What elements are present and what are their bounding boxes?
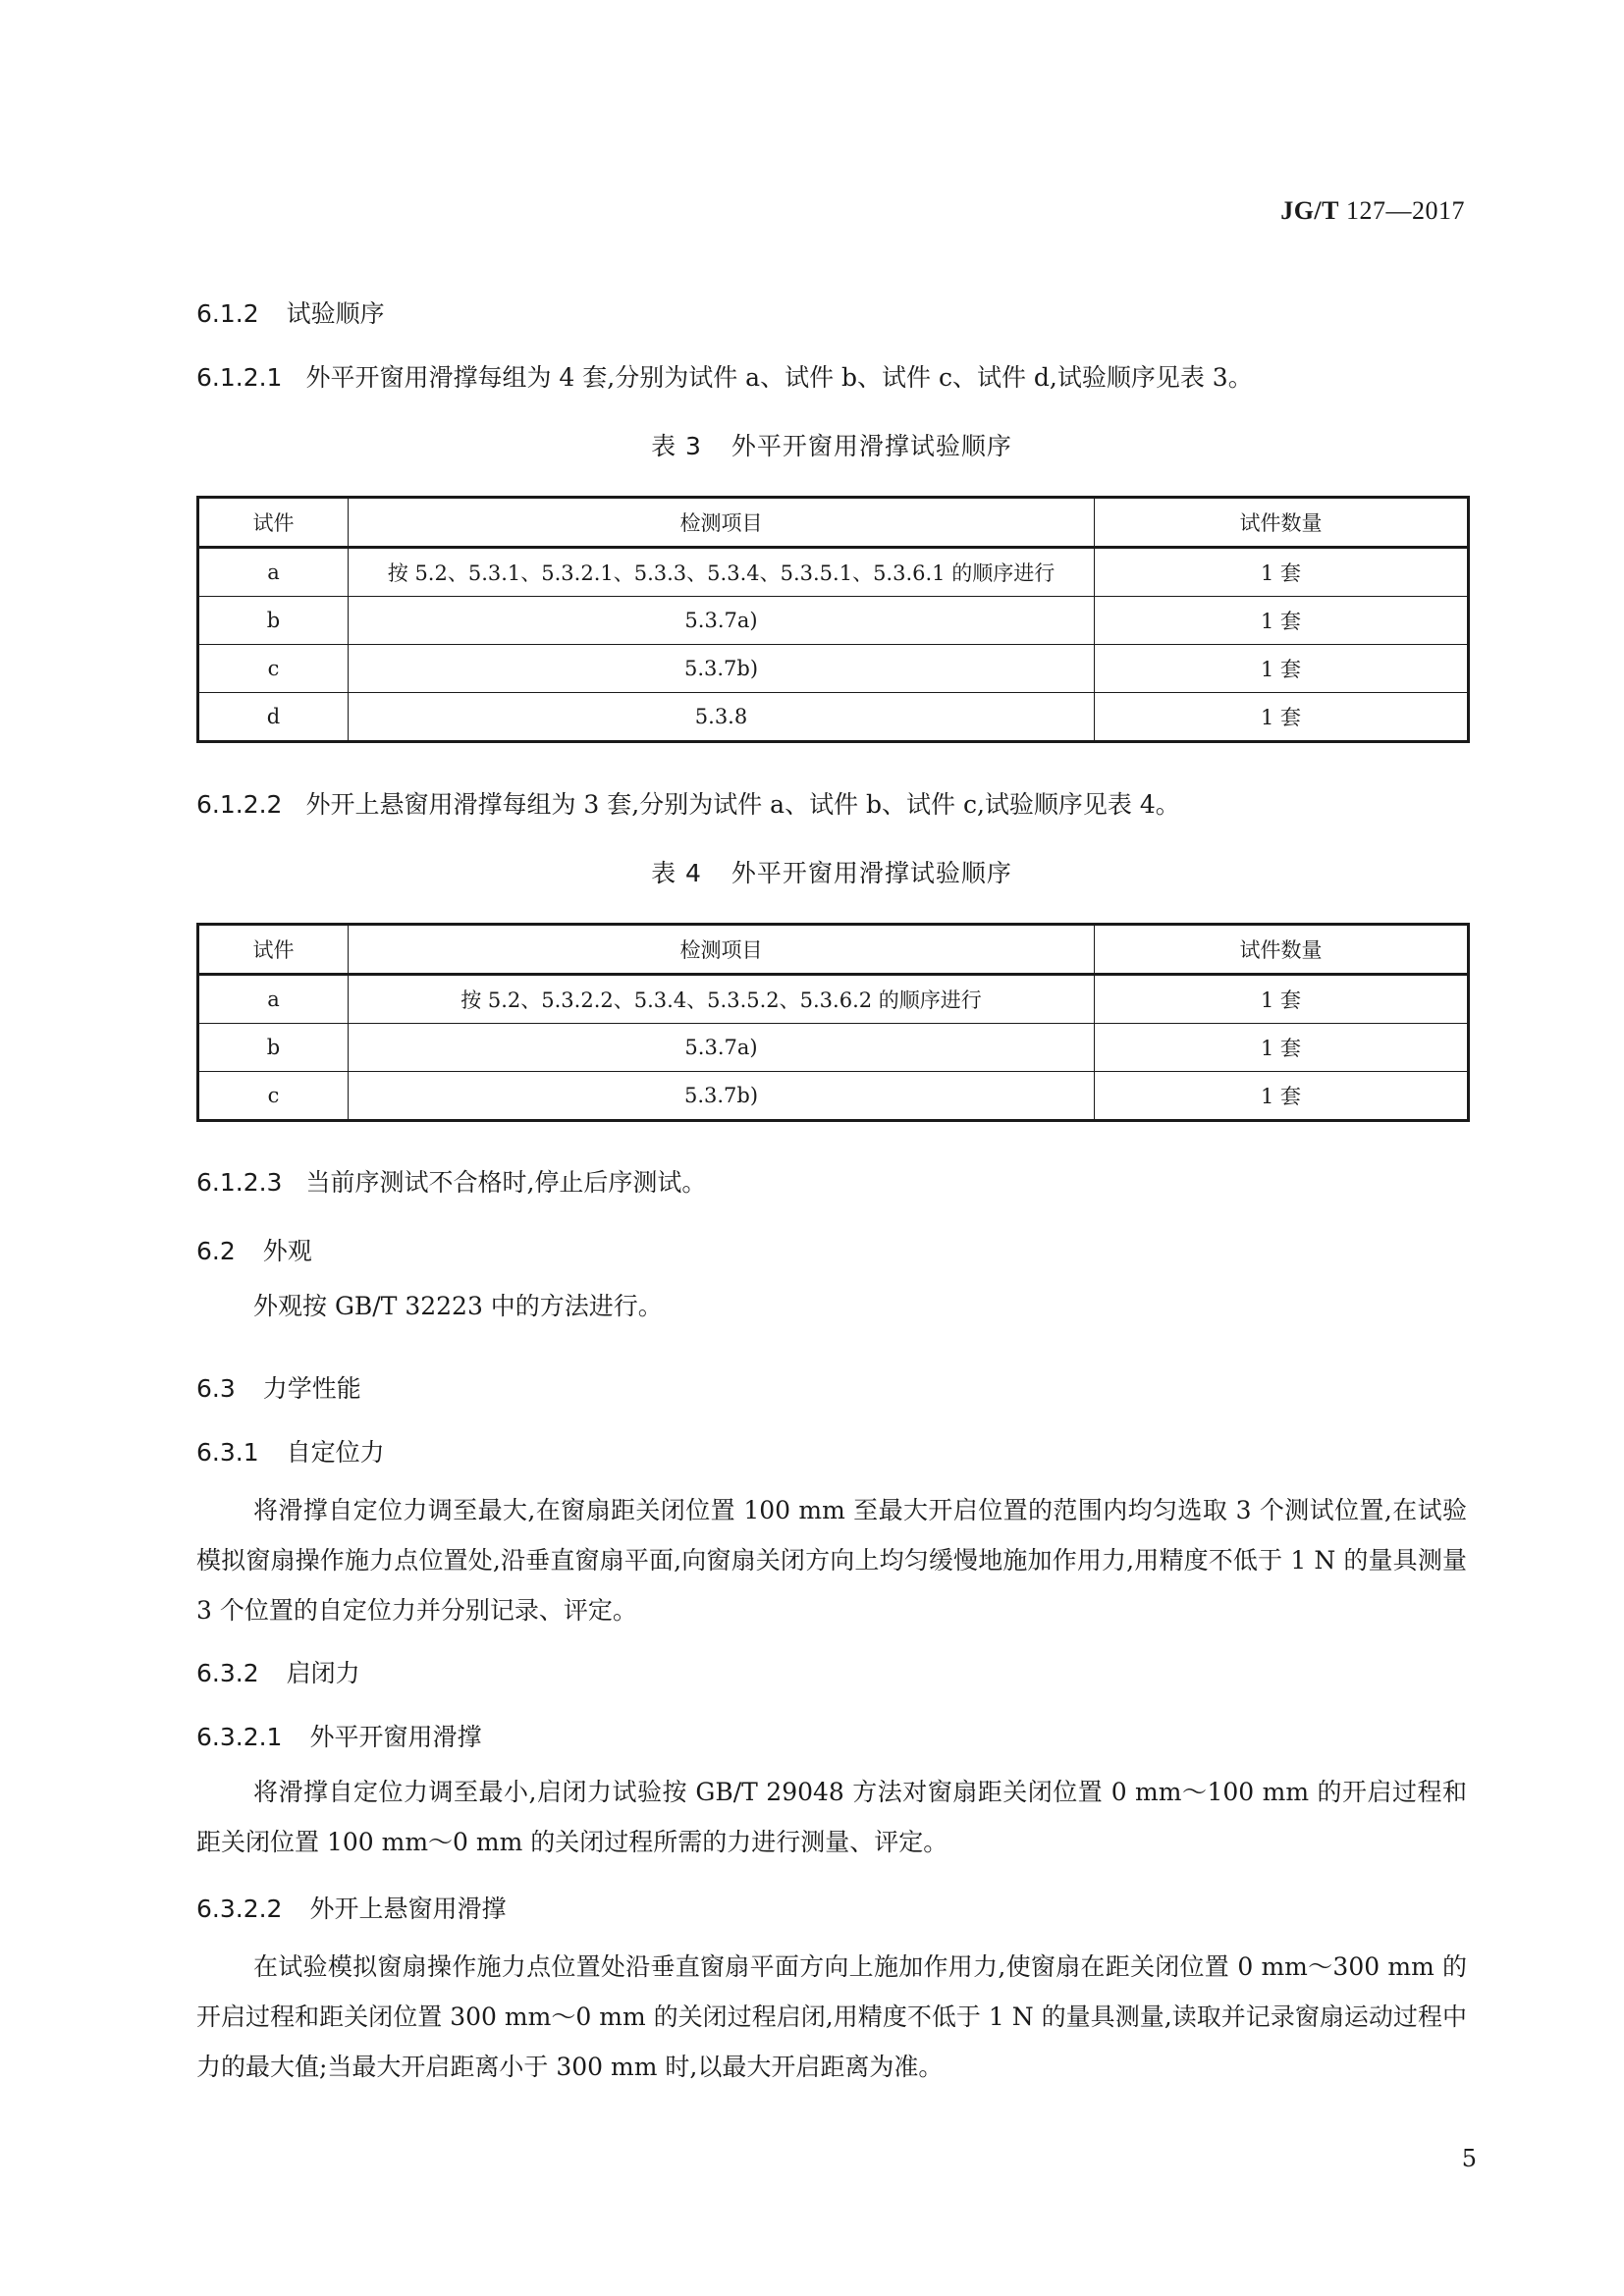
section-6-1-2-1-paragraph: 6.1.2.1 外平开窗用滑撑每组为 4 套,分别为试件 a、试件 b、试件 c、试件 d,试验顺序见表 3。 — [196, 363, 1253, 392]
table-header-cell: 试件数量 — [1095, 498, 1469, 548]
table-header-cell: 检测项目 — [349, 498, 1095, 548]
table-header-cell: 检测项目 — [349, 925, 1095, 975]
table-cell: 5.3.7b) — [349, 645, 1095, 693]
section-6-3-1-body: 将滑撑自定位力调至最大,在窗扇距关闭位置 100 mm 至最大开启位置的范围内均匀选取 3 个测试位置,在试验模拟窗扇操作施力点位置处,沿垂直窗扇平面,向窗扇关闭方向上均匀缓慢地施加作用力,用精度不低于 1 N 的量具测量 3 个位置的自定位力并分别记录、评定。 — [196, 1496, 1467, 1625]
table-cell: 1 套 — [1095, 645, 1469, 693]
section-6-1-2-3-paragraph: 6.1.2.3 当前序测试不合格时,停止后序测试。 — [196, 1168, 707, 1197]
table-cell: 1 套 — [1095, 975, 1469, 1024]
section-6-2-heading: 6.2 外观 — [196, 1237, 312, 1265]
section-6-3-1-heading: 6.3.1 自定位力 — [196, 1438, 385, 1467]
section-6-3-2-heading: 6.3.2 启闭力 — [196, 1659, 360, 1687]
table-cell: 1 套 — [1095, 1024, 1469, 1072]
section-6-3-heading: 6.3 力学性能 — [196, 1374, 361, 1403]
table-row — [198, 597, 1469, 645]
table-cell: a — [198, 548, 349, 597]
table-cell: 5.3.7a) — [349, 597, 1095, 645]
table-cell: b — [198, 597, 349, 645]
table-header-cell: 试件数量 — [1095, 925, 1469, 975]
table-row — [198, 1024, 1469, 1072]
table-row — [198, 975, 1469, 1024]
standard-code: JG/T 127—2017 — [1280, 196, 1465, 225]
table-4 — [196, 923, 1470, 1122]
table-cell: 1 套 — [1095, 1072, 1469, 1121]
section-6-3-2-2-body: 在试验模拟窗扇操作施力点位置处沿垂直窗扇平面方向上施加作用力,使窗扇在距关闭位置 0 mm～300 mm 的开启过程和距关闭位置 300 mm～0 mm 的关闭过程启闭,用精度不低于 1 N 的量具测量,读取并记录窗扇运动过程中力的最大值;当最大开启距离小于 300 mm 时,以最大开启距离为准。 — [196, 1952, 1467, 2081]
page-number: 5 — [1461, 2145, 1477, 2172]
table-header-row — [198, 498, 1469, 548]
table-cell: 5.3.7a) — [349, 1024, 1095, 1072]
table-cell: c — [198, 1072, 349, 1121]
table-header-cell: 试件 — [198, 925, 349, 975]
section-6-1-2-heading: 6.1.2 试验顺序 — [196, 299, 385, 328]
table-row — [198, 693, 1469, 742]
table-cell: 按 5.2、5.3.1、5.3.2.1、5.3.3、5.3.4、5.3.5.1、5.3.6.1 的顺序进行 — [349, 548, 1095, 597]
table-cell: 5.3.8 — [349, 693, 1095, 742]
table-cell: 1 套 — [1095, 693, 1469, 742]
section-6-3-2-1-body: 将滑撑自定位力调至最小,启闭力试验按 GB/T 29048 方法对窗扇距关闭位置 0 mm～100 mm 的开启过程和距关闭位置 100 mm～0 mm 的关闭过程所需的力进行测量、评定。 — [196, 1778, 1467, 1856]
table-header-row — [198, 925, 1469, 975]
table-3 — [196, 496, 1470, 743]
table-cell: 按 5.2、5.3.2.2、5.3.4、5.3.5.2、5.3.6.2 的顺序进行 — [349, 975, 1095, 1024]
table-3-caption: 表 3 外平开窗用滑撑试验顺序 — [651, 432, 1012, 460]
table-header-cell: 试件 — [198, 498, 349, 548]
table-cell: c — [198, 645, 349, 693]
table-row — [198, 548, 1469, 597]
table-row — [198, 1072, 1469, 1121]
table-cell: b — [198, 1024, 349, 1072]
table-cell: d — [198, 693, 349, 742]
section-6-3-2-2-heading: 6.3.2.2 外开上悬窗用滑撑 — [196, 1895, 507, 1923]
table-cell: 5.3.7b) — [349, 1072, 1095, 1121]
table-cell: 1 套 — [1095, 597, 1469, 645]
table-4-caption: 表 4 外平开窗用滑撑试验顺序 — [651, 859, 1012, 887]
table-cell: a — [198, 975, 349, 1024]
section-6-3-2-1-heading: 6.3.2.1 外平开窗用滑撑 — [196, 1723, 482, 1751]
table-row — [198, 645, 1469, 693]
section-6-2-body: 外观按 GB/T 32223 中的方法进行。 — [253, 1292, 663, 1320]
table-cell: 1 套 — [1095, 548, 1469, 597]
section-6-1-2-2-paragraph: 6.1.2.2 外开上悬窗用滑撑每组为 3 套,分别为试件 a、试件 b、试件 c,试验顺序见表 4。 — [196, 790, 1180, 819]
